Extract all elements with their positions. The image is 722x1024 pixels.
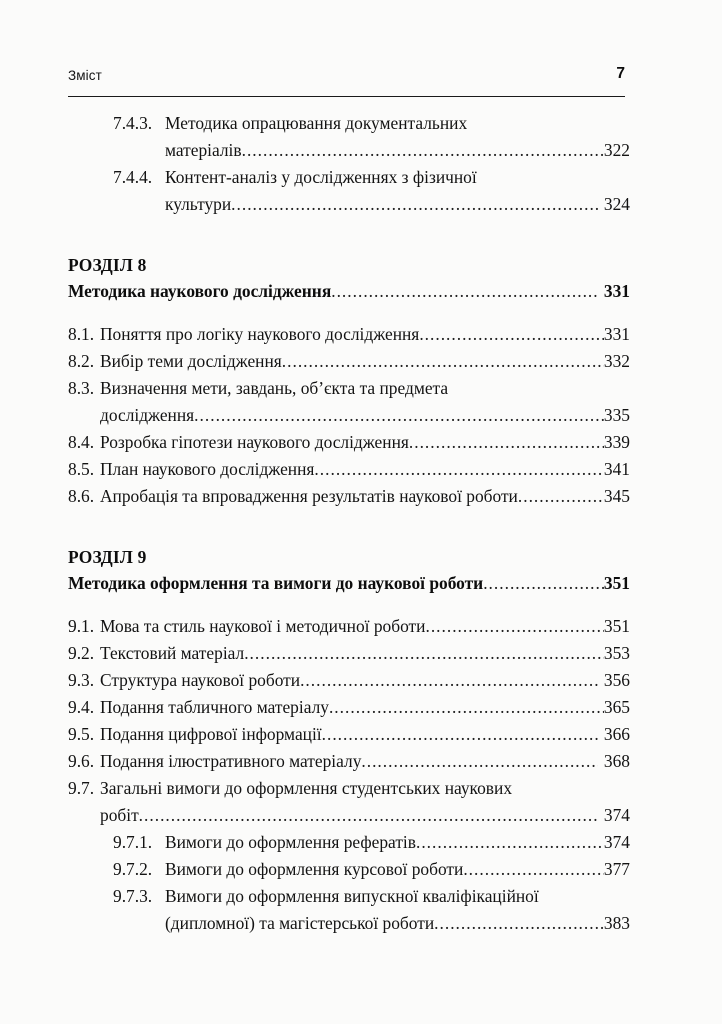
table-of-contents	[68, 110, 630, 937]
toc-entry-label: Мова та стиль наукової і методичної роботи	[100, 616, 426, 636]
dot-leader	[300, 667, 598, 694]
toc-entry-label: Текстовий матеріал	[100, 643, 245, 663]
toc-entry-page: 366	[603, 724, 630, 744]
dot-leader	[244, 640, 604, 667]
toc-entry-label: План наукового дослідження	[100, 459, 315, 479]
dot-leader	[409, 429, 604, 456]
toc-entry[interactable]	[68, 748, 630, 775]
toc-entry-label: Вимоги до оформлення рефератів	[165, 832, 416, 852]
toc-entry-number: 9.7.	[68, 778, 95, 798]
running-header	[68, 65, 625, 98]
dot-leader	[434, 910, 604, 937]
toc-entry-number: 9.5.	[68, 724, 95, 744]
toc-entry[interactable]	[68, 667, 630, 694]
toc-entry-number: 8.2.	[68, 351, 95, 371]
dot-leader	[483, 570, 604, 597]
toc-entry-page: 331	[603, 324, 630, 344]
toc-entry-label: Подання табличного матеріалу	[100, 697, 329, 717]
toc-entry-label: Контент-аналіз у дослідженнях з фізичної	[165, 167, 477, 187]
dot-leader	[419, 321, 604, 348]
toc-entry[interactable]	[68, 694, 630, 721]
toc-entry[interactable]	[68, 640, 630, 667]
toc-entry[interactable]	[68, 613, 630, 640]
page-number: 7	[616, 65, 625, 82]
toc-entry-number: 9.7.3.	[113, 886, 153, 906]
toc-entry-page: 345	[603, 486, 630, 506]
toc-entry-page: 332	[603, 351, 630, 371]
toc-entry-page: 374	[603, 805, 630, 825]
toc-entry-number: 9.3.	[68, 670, 95, 690]
toc-entry-page: 356	[603, 670, 630, 690]
toc-entry-page: 322	[603, 140, 630, 160]
toc-entry-number: 7.4.3.	[113, 113, 153, 133]
toc-entry-page: 374	[603, 832, 630, 852]
toc-entry-label-continued: (дипломної) та магістерської роботи	[165, 913, 435, 933]
toc-entry[interactable]	[68, 348, 630, 375]
toc-entry-number: 8.6.	[68, 486, 95, 506]
toc-entry-page: 365	[603, 697, 630, 717]
part-title-entry[interactable]	[68, 278, 630, 305]
toc-entry-label: Апробація та впровадження результатів наукової роботи	[100, 486, 518, 506]
toc-entry-number: 9.6.	[68, 751, 95, 771]
toc-carryover-group	[68, 110, 630, 218]
toc-entry-label: Подання цифрової інформації	[100, 724, 322, 744]
dot-leader	[242, 137, 604, 164]
dot-leader	[331, 278, 598, 305]
toc-entry[interactable]	[68, 110, 630, 164]
toc-entry-page: 351	[603, 616, 630, 636]
dot-leader	[322, 721, 598, 748]
toc-entry[interactable]	[68, 829, 630, 856]
toc-entry-page: 353	[603, 643, 630, 663]
toc-entry[interactable]	[68, 164, 630, 218]
toc-entry-page: 324	[603, 194, 630, 214]
toc-entry[interactable]	[68, 721, 630, 748]
toc-entry[interactable]	[68, 456, 630, 483]
toc-entry-number: 7.4.4.	[113, 167, 153, 187]
toc-entry-number: 9.7.2.	[113, 859, 153, 879]
dot-leader	[425, 613, 603, 640]
dot-leader	[194, 402, 604, 429]
toc-entry[interactable]	[68, 883, 630, 937]
toc-entry-page: 335	[603, 405, 630, 425]
dot-leader	[463, 856, 604, 883]
toc-entry[interactable]	[68, 856, 630, 883]
toc-entry-label-continued: робіт	[100, 805, 139, 825]
toc-entry[interactable]	[68, 775, 630, 829]
part-heading-label: РОЗДІЛ 9	[68, 547, 147, 567]
toc-entry-number: 9.2.	[68, 643, 95, 663]
toc-entry[interactable]	[68, 321, 630, 348]
toc-entry-label: Вимоги до оформлення курсової роботи	[165, 859, 464, 879]
toc-part-group-9	[68, 544, 630, 937]
toc-entry-page: 377	[603, 859, 630, 879]
toc-entry[interactable]	[68, 429, 630, 456]
toc-entry-number: 9.7.1.	[113, 832, 153, 852]
toc-part-9-entries	[68, 613, 630, 937]
toc-entry[interactable]	[68, 375, 630, 429]
toc-entry-label-continued: дослідження	[100, 405, 195, 425]
toc-entry-number: 9.4.	[68, 697, 95, 717]
toc-entry-number: 8.3.	[68, 378, 95, 398]
toc-entry-label: Вимоги до оформлення випускної кваліфікаційної	[165, 886, 539, 906]
toc-entry-label: Подання ілюстративного матеріалу	[100, 751, 362, 771]
part-heading-label: РОЗДІЛ 8	[68, 255, 147, 275]
toc-entry-label: Вибір теми дослідження	[100, 351, 282, 371]
dot-leader	[329, 694, 604, 721]
header-rule	[68, 96, 625, 97]
toc-entry-label-continued: культури	[165, 194, 232, 214]
toc-entry-number: 9.1.	[68, 616, 95, 636]
dot-leader	[416, 829, 604, 856]
part-title-label: Методика наукового дослідження	[68, 281, 332, 301]
toc-part-group-8	[68, 252, 630, 510]
toc-entry-page: 339	[603, 432, 630, 452]
toc-entry-number: 8.4.	[68, 432, 95, 452]
toc-entry[interactable]	[68, 483, 630, 510]
part-title-entry[interactable]	[68, 570, 630, 597]
toc-entry-number: 8.1.	[68, 324, 95, 344]
toc-entry-number: 8.5.	[68, 459, 95, 479]
toc-entry-page: 368	[603, 751, 630, 771]
running-header-title: Зміст	[68, 68, 102, 83]
toc-entry-page: 341	[603, 459, 630, 479]
toc-part-8-entries	[68, 321, 630, 510]
part-title-label: Методика оформлення та вимоги до наукової роботи	[68, 573, 484, 593]
toc-entry-label: Структура наукової роботи	[100, 670, 301, 690]
toc-entry-label: Загальні вимоги до оформлення студентських наукових	[100, 778, 513, 798]
part-title-page: 331	[603, 281, 630, 301]
dot-leader	[139, 802, 598, 829]
dot-leader	[314, 456, 603, 483]
dot-leader	[361, 748, 598, 775]
toc-entry-label: Розробка гіпотези наукового дослідження	[100, 432, 409, 452]
part-title-page: 351	[603, 573, 630, 593]
toc-entry-label-continued: матеріалів	[165, 140, 242, 160]
toc-entry-page: 383	[603, 913, 630, 933]
dot-leader	[282, 348, 604, 375]
toc-entry-label: Поняття про логіку наукового дослідження	[100, 324, 420, 344]
toc-entry-label: Визначення мети, завдань, об’єкта та предмета	[100, 378, 449, 398]
toc-entry-label: Методика опрацювання документальних	[165, 113, 468, 133]
dot-leader	[518, 483, 604, 510]
dot-leader	[231, 191, 598, 218]
